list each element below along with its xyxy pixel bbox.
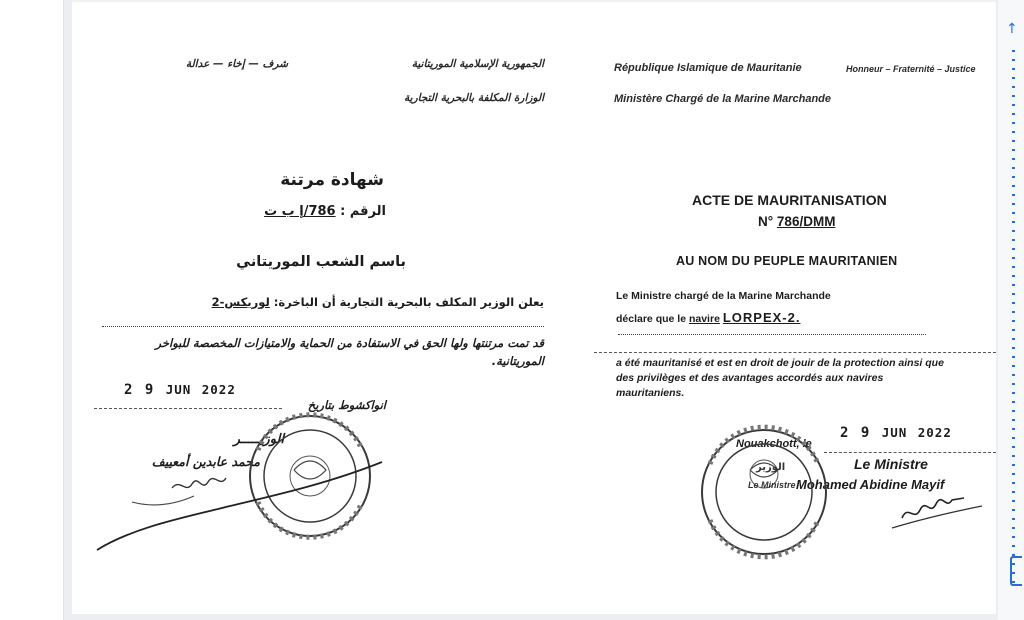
- right-seal-and-signature: [692, 418, 992, 568]
- certificate-document: [72, 0, 996, 614]
- french-ministry-header: Ministère Chargé de la Marine Marchande: [614, 93, 832, 105]
- french-number-prefix: N°: [758, 214, 774, 229]
- right-seal-center-ar: الوزير: [756, 462, 786, 473]
- left-seal-and-signature: [92, 410, 392, 560]
- arabic-ministry-header: الوزارة المكلفة بالبحرية التجارية: [404, 92, 544, 104]
- french-people-heading: AU NOM DU PEUPLE MAURITANIEN: [676, 254, 898, 268]
- french-minister-line: Le Ministre chargé de la Marine Marchande: [616, 290, 831, 302]
- arabic-minister-title: الوزيـــــر: [233, 432, 284, 447]
- right-side-panel: [998, 0, 1024, 620]
- french-declares-line: [616, 310, 800, 325]
- french-certificate-title: ACTE DE MAURITANISATION: [692, 192, 887, 208]
- page-top-edge: [72, 0, 996, 2]
- arabic-declaration: قد تمت مرتنتها ولها الحق في الاستفادة من الحماية والامتيازات المخصصة للبواخر الموريتانية.: [155, 336, 544, 368]
- french-declaration-line-1: a été mauritanisé et est en droit de jouir de la protection ainsi que: [616, 357, 944, 369]
- arabic-date-stamp: [124, 382, 236, 398]
- french-certificate-number: [758, 214, 835, 229]
- french-motto: Honneur – Fraternité – Justice: [846, 64, 976, 74]
- arabic-republic-header: الجمهورية الإسلامية الموريتانية: [411, 58, 544, 70]
- french-vessel-name: LORPEX-2.: [722, 310, 801, 325]
- date-year: 2022: [201, 382, 236, 397]
- arabic-announcement-text: يعلن الوزير المكلف بالبحرية التجارية أن الباخرة:: [273, 295, 544, 309]
- panel-toggle-button[interactable]: [1010, 556, 1022, 586]
- french-place-label: Nouakchott, le: [736, 438, 812, 450]
- french-declaration-line-2: des privilèges et des avantages accordés aux navires: [616, 372, 884, 384]
- scroll-indicator-bar: [1012, 50, 1015, 590]
- date-day: 2 9: [840, 425, 872, 441]
- french-minister-name: Mohamed Abidine Mayif: [796, 477, 945, 492]
- arabic-certificate-title: شهادة مرتنة: [280, 170, 384, 190]
- arabic-dotted-line: [102, 326, 544, 327]
- arabic-date-label: انواكشوط بتاريخ: [307, 398, 386, 412]
- arabic-motto: شرف — إخاء — عدالة: [185, 58, 288, 70]
- french-republic-header: République Islamique de Mauritanie: [614, 62, 802, 74]
- french-vessel-label: navire: [688, 313, 720, 325]
- arabic-people-heading: باسم الشعب الموريتاني: [236, 254, 406, 270]
- arabic-vessel-name: لوريكس-2: [211, 295, 270, 309]
- french-dotted-line: [618, 334, 926, 335]
- arabic-certificate-number: [264, 204, 386, 219]
- date-day: 2 9: [124, 382, 156, 398]
- french-number-value: 786/DMM: [776, 214, 836, 229]
- right-seal-center-fr: Le Ministre: [748, 480, 796, 490]
- date-year: 2022: [917, 425, 952, 440]
- french-dashed-line: [594, 352, 996, 353]
- left-page-margin: [0, 0, 64, 620]
- arabic-date-dashed-line: [94, 408, 282, 409]
- french-minister-title: Le Ministre: [854, 456, 928, 472]
- arabic-number-value: 786/إ ب ت: [264, 204, 336, 219]
- date-month: JUN: [165, 382, 192, 397]
- arrow-up-icon[interactable]: ↑: [1006, 21, 1018, 37]
- arabic-minister-name: محمد عابدين أمعييف: [151, 454, 260, 469]
- arabic-announcement: [212, 295, 544, 309]
- arabic-number-label: الرقم :: [340, 204, 386, 219]
- date-month: JUN: [881, 425, 908, 440]
- french-declaration-line-3: mauritaniens.: [616, 387, 685, 399]
- french-declares-text: déclare que le: [616, 313, 687, 325]
